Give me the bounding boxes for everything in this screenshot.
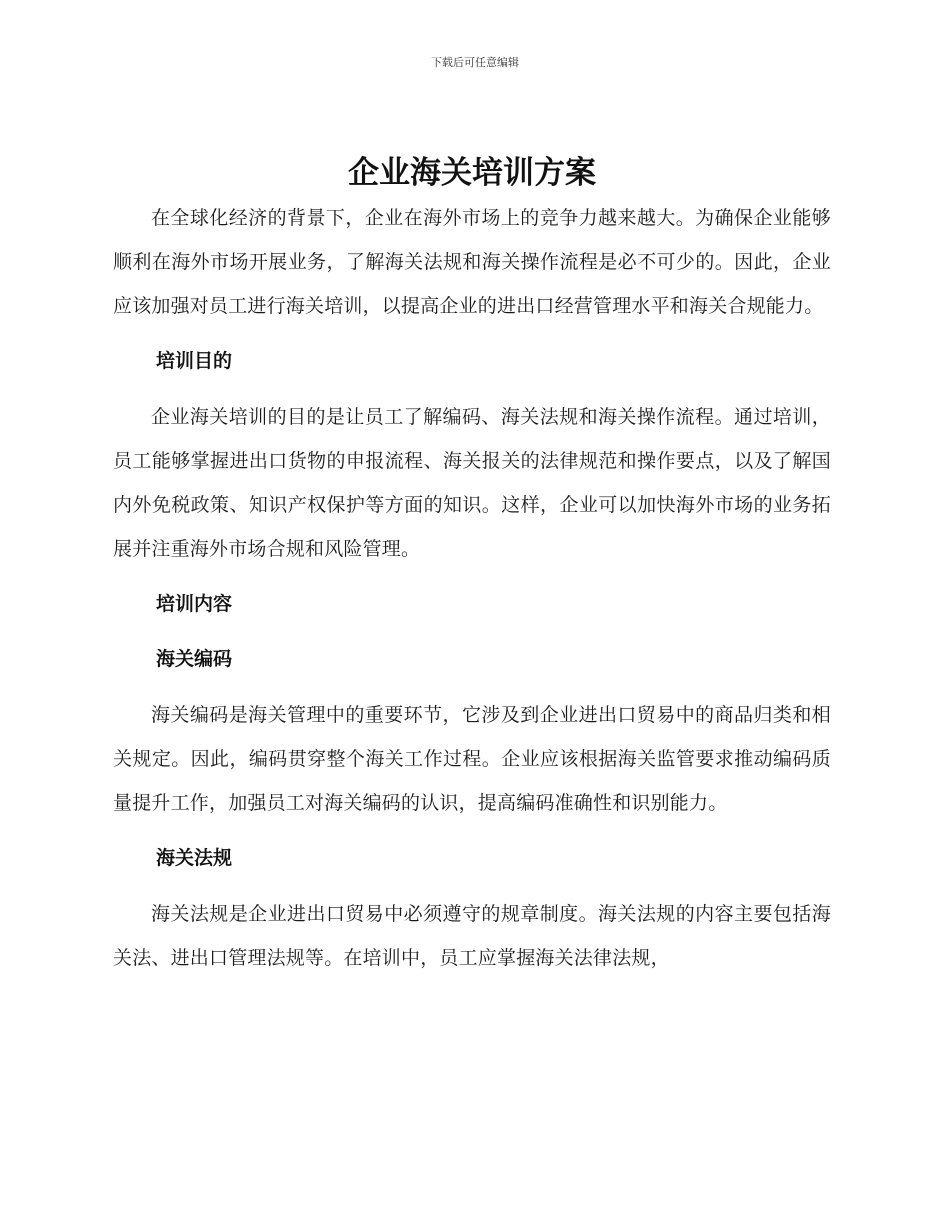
- intro-paragraph: 在全球化经济的背景下，企业在海外市场上的竞争力越来越大。为确保企业能够顺利在海外市场开展业务，了解海关法规和海关操作流程是必不可少的。因此，企业应该加强对员工进行海关培训，以提高企业的进出口经营管理水平和海关合规能力。: [113, 207, 831, 317]
- document-title: 企业海关培训方案: [348, 155, 596, 191]
- document-content: [113, 150, 831, 980]
- section-heading-content: 培训内容: [156, 593, 233, 615]
- section-body-customs-code: 海关编码是海关管理中的重要环节，它涉及到企业进出口贸易中的商品归类和相关规定。因此，编码贯穿整个海关工作过程。企业应该根据海关监管要求推动编码质量提升工作，加强员工对海关编码的认识，提高编码准确性和识别能力。: [113, 704, 831, 814]
- section-heading-customs-law: 海关法规: [156, 847, 233, 869]
- section-heading-customs-code: 海关编码: [156, 648, 233, 670]
- section-body-customs-law: 海关法规是企业进出口贸易中必须遵守的规章制度。海关法规的内容主要包括海关法、进出口管理法规等。在培训中，员工应掌握海关法律法规，: [113, 903, 831, 969]
- header-note: 下载后可任意编辑: [431, 56, 519, 69]
- section-body-purpose: 企业海关培训的目的是让员工了解编码、海关法规和海关操作流程。通过培训，员工能够掌握进出口货物的申报流程、海关报关的法律规范和操作要点，以及了解国内外免税政策、知识产权保护等方面的知识。这样，企业可以加快海外市场的业务拓展并注重海外市场合规和风险管理。: [113, 406, 831, 560]
- section-heading-purpose: 培训目的: [156, 350, 233, 372]
